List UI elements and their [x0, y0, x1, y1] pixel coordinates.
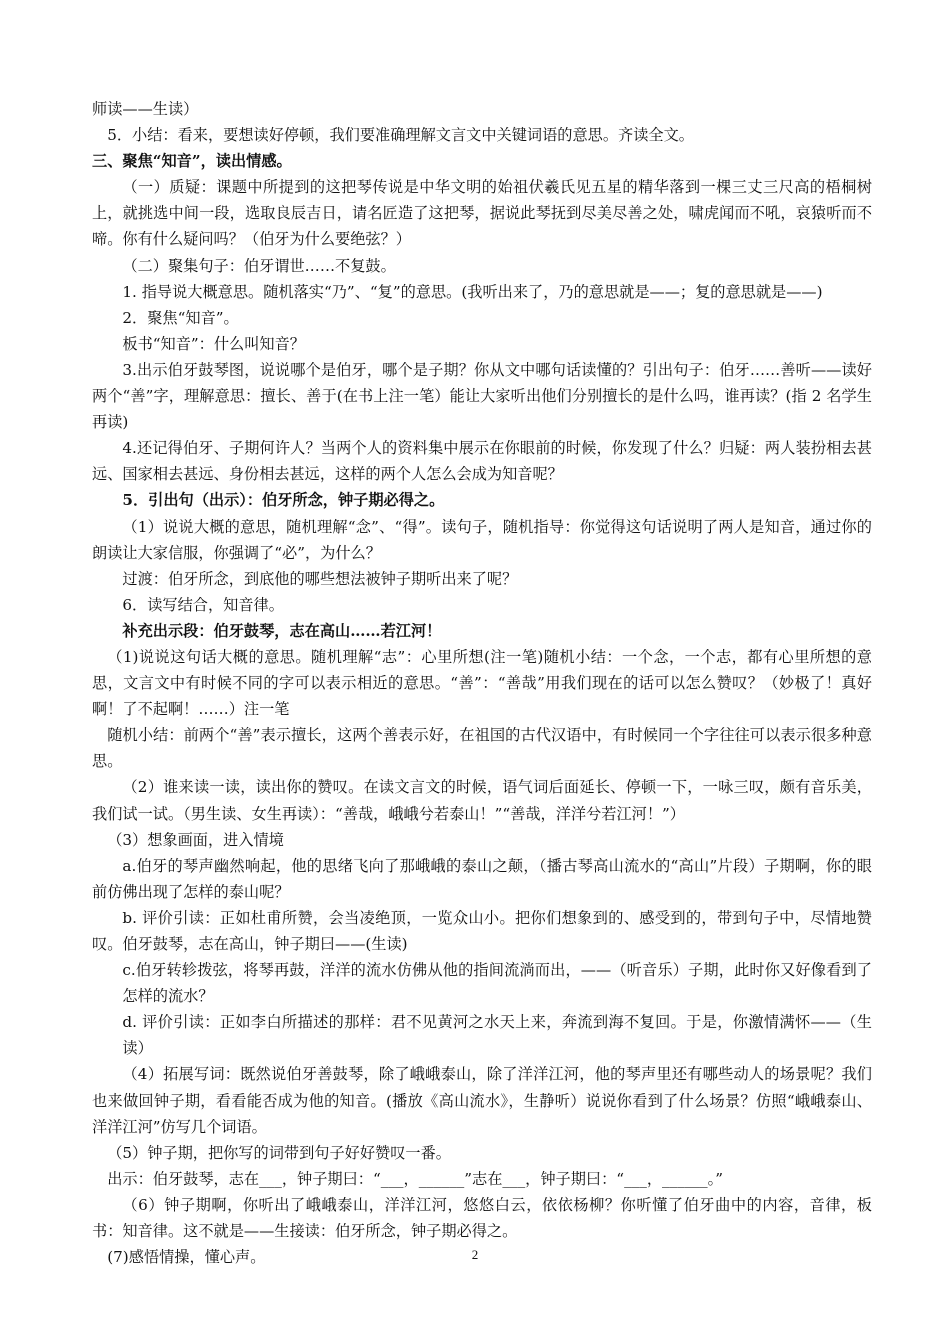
paragraph-transition: 过渡：伯牙所念，到底他的哪些想法被钟子期听出来了呢？	[122, 569, 518, 588]
paragraph-item-b: b. 评价引读：正如杜甫所赞，会当凌绝顶，一览众山小。把你们想象到的、感受到的，带到句子中，尽情地赞叹。伯牙鼓琴，志在高山，钟子期曰——(生读)	[92, 908, 872, 953]
paragraph-summary-2: 随机小结：前两个“善”表示擅长，这两个善表示好，在祖国的古代汉语中，有时候同一个字往往可以表示很多种意思。	[92, 726, 872, 771]
paragraph-step-6-1: （1)说说这句话大概的意思。随机理解“志”：心里所想(注一笔)随机小结：一个念，一个志，都有心里所想的意思，文言文中有时候不同的字可以表示相近的意思。“善”：“善哉”用我们现在的话可以怎么赞叹？（妙极了！真好啊！了不起啊！……）注一笔	[92, 647, 872, 719]
paragraph-step-6-7: (7)感悟情操，懂心声。	[107, 1248, 266, 1267]
paragraph-step-3: 3.出示伯牙鼓琴图，说说哪个是伯牙，哪个是子期？你从文中哪句话读懂的？引出句子：伯牙……善听——读好两个“善”字，理解意思：擅长、善于(在书上注一笔）能让大家听出他们分别擅长的是什么吗，谁再读？(指 2 名学生再读)	[92, 360, 872, 432]
paragraph-question: （一）质疑：课题中所提到的这把琴传说是中华文明的始祖伏羲氏见五星的精华落到一棵三丈三尺高的梧桐树上，就挑选中间一段，选取良辰吉日，请名匠造了这把琴，据说此琴抚到尽美尽善之处，啸虎闻而不吼，哀猿听而不啼。你有什么疑问吗？（伯牙为什么要绝弦？）	[92, 178, 872, 249]
paragraph-summary: 5．小结：看来，要想读好停顿，我们要准确理解文言文中关键词语的意思。齐读全文。	[107, 126, 694, 145]
paragraph-step-6: 6．读写结合，知音律。	[122, 595, 284, 614]
paragraph-step-2: 2．聚焦“知音”。	[122, 308, 239, 327]
paragraph-supplement: 补充出示段：伯牙鼓琴，志在高山……若江河！	[122, 621, 442, 640]
paragraph-item-c: c.伯牙转轸拨弦，将琴再鼓，洋洋的流水仿佛从他的指间流淌而出，——（听音乐）子期，此时你又好像看到了怎样的流水？	[122, 961, 872, 1006]
document-body	[92, 96, 872, 1270]
paragraph-step-6-4: （4）拓展写词：既然说伯牙善鼓琴，除了峨峨泰山，除了洋洋江河，他的琴声里还有哪些动人的场景呢？我们也来做回钟子期，看看能否成为他的知音。(播放《高山流水》，生静听）说说你看到了什么场景？仿照“峨峨泰山、洋洋江河”仿写几个词语。	[92, 1065, 872, 1136]
paragraph-step-1: 1. 指导说大概意思。随机落实“乃”、“复”的意思。(我听出来了，乃的意思就是——；复的意思就是——)	[122, 282, 823, 301]
paragraph-fill-in: 出示：伯牙鼓琴，志在___，钟子期曰：“___，______”志在___，钟子期曰：“___，______。”	[107, 1169, 723, 1188]
paragraph-step-4: 4.还记得伯牙、子期何许人？当两个人的资料集中展示在你眼前的时候，你发现了什么？归疑：两人装扮相去甚远、国家相去甚远、身份相去甚远，这样的两个人怎么会成为知音呢？	[92, 439, 872, 484]
paragraph-step-6-3: （3）想象画面，进入情境	[107, 830, 284, 849]
paragraph-item-a: a.伯牙的琴声幽然响起，他的思绪飞向了那峨峨的泰山之颠，（播古琴高山流水的“高山”片段）子期啊，你的眼前仿佛出现了怎样的泰山呢？	[92, 856, 872, 901]
section-heading-3: 三、聚焦“知音”，读出情感。	[92, 152, 292, 171]
page-number: 2	[471, 1247, 479, 1262]
paragraph-focus-sentence: （二）聚集句子：伯牙谓世……不复鼓。	[122, 256, 396, 275]
paragraph-step-6-5: （5）钟子期，把你写的词带到句子好好赞叹一番。	[107, 1143, 451, 1162]
paragraph-board-note: 板书“知音”：什么叫知音？	[122, 334, 305, 353]
paragraph-step-5-1: （1）说说大概的意思，随机理解“念”、“得”。读句子，随机指导：你觉得这句话说明了两人是知音，通过你的朗读让大家信服，你强调了“必”，为什么？	[92, 517, 872, 562]
paragraph-step-6-6: （6）钟子期啊，你听出了峨峨泰山，洋洋江河，悠悠白云，依依杨柳？你听懂了伯牙曲中的内容，音律，板书：知音律。这不就是——生接读：伯牙所念，钟子期必得之。	[92, 1195, 872, 1241]
paragraph-step-5: 5．引出句（出示）：伯牙所念，钟子期必得之。	[122, 491, 445, 510]
paragraph-step-6-2: （2）谁来读一读，读出你的赞叹。在读文言文的时候，语气词后面延长、停顿一下，一咏三叹，颇有音乐美，我们试一试。（男生读、女生再读）：“善哉，峨峨兮若泰山！”“善哉，洋洋兮若江河！”）	[92, 778, 872, 823]
paragraph-item-d: d. 评价引读：正如李白所描述的那样：君不见黄河之水天上来，奔流到海不复回。于是，你激情满怀——（生读）	[122, 1013, 872, 1058]
paragraph-1: 师读——生读）	[92, 100, 199, 118]
